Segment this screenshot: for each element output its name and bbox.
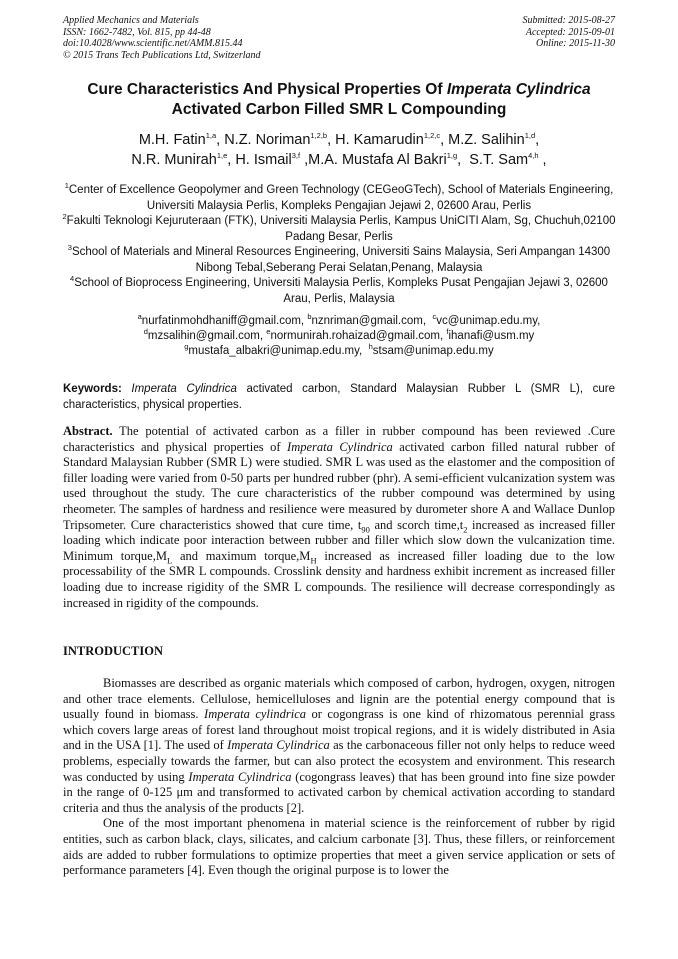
email-link[interactable]: vc@unimap.edu.my: [436, 315, 538, 327]
email-sup: c: [432, 312, 437, 322]
abstract-sub: L: [166, 555, 173, 566]
abstract-sub: H: [310, 555, 317, 566]
paragraph-text: or cogongrass is one kind of rhizomatous perennial grass which covers large areas of forest land throughout moist tropical regions, and it is widely distributed in Asia and in the USA [1]. The used of: [63, 707, 616, 753]
affiliation: [60, 214, 618, 245]
paragraph-italic: Imperata Cylindrica: [227, 738, 330, 753]
keywords-text: activated carbon, Standard Malaysian Rubber L (SMR L), cure characteristics, physical properties.: [63, 383, 615, 411]
paragraph-italic: Imperata cylindrica: [204, 707, 307, 722]
author: N.Z. Noriman: [224, 132, 311, 148]
abstract-text: The potential of activated carbon as a filler in rubber compound has been reviewed .Cure characteristics and physical properties of: [63, 424, 615, 454]
email-sup: h: [368, 342, 373, 352]
journal-info: [63, 15, 261, 61]
affiliation-text: Center of Excellence Geopolymer and Green Technology (CEGeoGTech), School of Materials Engineering, Universiti Malaysia Perlis, Kompleks Pengajian Jejawi 2, 02600 Arau, Perlis: [68, 184, 614, 212]
submission-dates: [523, 15, 616, 50]
journal-doi[interactable]: doi:10.4028/www.scientific.net/AMM.815.44: [63, 38, 243, 49]
affiliation-sup: 3: [67, 243, 72, 253]
keywords: [63, 381, 615, 413]
author-sup: 1,g: [446, 151, 458, 161]
abstract-text: increased as increased filler loading due to the low processability of the SMR L compounds. Crosslink density and hardness exhibit increment as increased filler loading due to increase rigidity of the SMR L compounds. The resilience will decrease correspondingly as increased in rigidity of the compounds.: [63, 548, 615, 610]
email-link[interactable]: stsam@unimap.edu.my: [372, 345, 494, 357]
abstract-text: and scorch time,t: [369, 517, 464, 532]
author: M.A. Mustafa Al Bakri: [308, 152, 447, 168]
email-line: $^d$mzsalihin@gmail.com, $^e$normunirah.rohaizad@gmail.com, $^f$ihanafi@usm.my: [143, 327, 535, 342]
title-part2: Activated Carbon Filled SMR L Compounding: [171, 101, 507, 118]
author-sup: 1,2,c: [423, 131, 441, 141]
author: M.Z. Salihin: [448, 132, 525, 148]
journal-issn: ISSN: 1662-7482, Vol. 815, pp 44-48: [63, 26, 211, 38]
abstract-text: increased as increased filler loading which indicate poor interaction between rubber and filler which slow down the vulcanization time. Minimum torque,M: [63, 517, 615, 563]
email-line: $^a$nurfatinmohdhaniff@gmail.com, $^b$nznriman@gmail.com, $^c$vc@unimap.edu.my,: [137, 312, 541, 327]
paragraph-text: as the carbonaceous filler not only helps to reduce weed problems, especially towards the farmer, but can also protect the ecosystem and environment. This research was conducted by using: [63, 738, 615, 784]
email-list: [100, 314, 578, 359]
paragraph: [63, 676, 615, 816]
submitted-date: Submitted: 2015-08-27: [522, 15, 615, 26]
email-sup: e: [266, 327, 271, 337]
abstract-label: Abstract.: [63, 424, 113, 438]
journal-name: Applied Mechanics and Materials: [63, 15, 199, 26]
affiliation: [60, 276, 618, 307]
author-list: M.H. Fatin$^{1,a}$, N.Z. Noriman$^{1,2,b}$, H. Kamarudin$^{1,2,c}$, M.Z. Salihin$^{1,d}$, N.R. Munirah$^{1,e}$, H. Ismail$^{3,f}$ ,M.A. Mustafa Al Bakri$^{1,g}$, S.T. Sam$^{4,h}$ ,: [131, 131, 547, 168]
affiliation-sup: 1: [64, 181, 69, 191]
paragraph-italic: Imperata Cylindrica: [188, 769, 292, 784]
online-date: Online: 2015-11-30: [536, 38, 615, 49]
affiliation-sup: 2: [62, 212, 67, 222]
affiliation-sup: 4: [70, 274, 75, 284]
affiliation: [60, 183, 618, 214]
author-sup: 4,h: [528, 151, 539, 161]
title-part1: Cure Characteristics And Physical Properties Of: [87, 81, 447, 98]
affiliation-text: Fakulti Teknologi Kejuruteraan (FTK), Universiti Malaysia Perlis, Kampus UniCITI Alam, Sg, Chuchuh,02100 Padang Besar, Perlis: [66, 215, 616, 243]
author-sup: 1,a: [205, 131, 217, 141]
author: H. Ismail: [235, 152, 292, 168]
email-link[interactable]: normunirah.rohaizad@gmail.com: [270, 330, 440, 342]
abstract-sub: 2: [463, 524, 468, 535]
introduction-body: [63, 676, 615, 879]
affiliation-list: [60, 183, 618, 307]
affiliation: [60, 245, 618, 276]
email-sup: f: [446, 327, 449, 337]
email-line: $^g$mustafa_albakri@unimap.edu.my, $^h$stsam@unimap.edu.my: [184, 342, 494, 357]
email-link[interactable]: nznriman@gmail.com: [311, 315, 423, 327]
paragraph-text: (cogongrass leaves) that has been ground into fine size powder in the range of 0-125 μm and transformed to activated carbon by chemical activation according to standard criteria and thus the analysis of the products [2].: [63, 769, 615, 815]
abstract: [63, 424, 615, 611]
journal-copyright: © 2015 Trans Tech Publications Ltd, Switzerland: [63, 49, 261, 61]
email-sup: a: [137, 312, 142, 322]
author: H. Kamarudin: [335, 132, 424, 148]
abstract-text: activated carbon filled natural rubber of Standard Malaysian Rubber (SMR L) were studied. SMR L was used as the elastomer and the composition of filler loading were varied from 0-50 parts per hundred rubber (phr). A semi-efficient vulcanization system was used throughout the study. The cure characteristics of the rubber compound was determined by using rheometer. The samples of hardness and resilience were measured by durometer shore A and Wallace Dunlop Tripsometer. Cure characteristics showed that cure time, t: [63, 439, 615, 532]
author-sup: 1,d: [524, 131, 536, 141]
keywords-label: Keywords:: [63, 383, 122, 395]
section-heading: INTRODUCTION: [63, 644, 164, 658]
title-italic: Imperata Cylindrica: [446, 81, 591, 98]
author: N.R. Munirah: [131, 152, 217, 168]
email-link[interactable]: nurfatinmohdhaniff@gmail.com: [141, 315, 301, 327]
author: M.H. Fatin: [138, 132, 206, 148]
author-sup: 3,f: [291, 151, 301, 161]
keywords-italic: Imperata Cylindrica: [131, 383, 237, 395]
author-sup: 1,e: [216, 151, 228, 161]
accepted-date: Accepted: 2015-09-01: [525, 26, 615, 38]
email-link[interactable]: mzsalihin@gmail.com: [147, 330, 260, 342]
affiliation-text: School of Materials and Mineral Resources Engineering, Universiti Sains Malaysia, Seri Ampangan 14300 Nibong Tebal,Seberang Perai Selatan,Penang, Malaysia: [71, 246, 611, 274]
email-sup: d: [143, 327, 148, 337]
author-sup: 1,2,b: [310, 131, 328, 141]
abstract-sub: 90: [361, 524, 370, 535]
email-link[interactable]: ihanafi@usm.my: [448, 330, 535, 342]
email-link[interactable]: mustafa_albakri@unimap.edu.my: [188, 345, 360, 357]
paragraph: One of the most important phenomena in material science is the reinforcement of rubber by rigid entities, such as carbon black, clays, silicates, and calcium carbonate [3]. Thus, these fillers, or reinforcement aids are added to rubber formulations to optimize properties that meet a given service application or sets of performance parameters [4]. Even though the original purpose is to lower the: [63, 816, 615, 878]
email-sup: b: [307, 312, 312, 322]
affiliation-text: School of Bioprocess Engineering, Universiti Malaysia Perlis, Kompleks Pusat Pengajian Jejawi 3, 02600 Arau, Perlis, Malaysia: [74, 277, 608, 305]
email-sup: g: [184, 342, 189, 352]
abstract-text: and maximum torque,M: [172, 548, 311, 563]
paragraph-text: Biomasses are described as organic materials which composed of carbon, hydrogen, oxygen, nitrogen and other trace elements. Cellulose, hemicelluloses and lignin are the potential energy compound that is usually found in biomass.: [63, 676, 615, 722]
paper-title: [63, 80, 615, 120]
author: S.T. Sam: [469, 152, 529, 168]
abstract-italic: Imperata Cylindrica: [287, 439, 393, 454]
